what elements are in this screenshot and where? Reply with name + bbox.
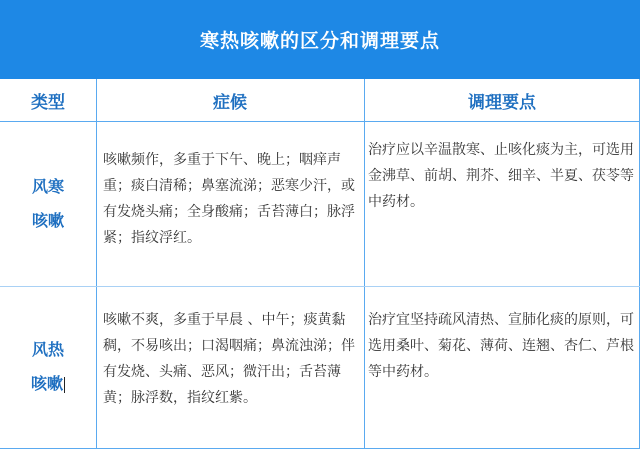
- symptoms-cell: 咳嗽频作，多重于下午、晚上；咽痒声重；痰白清稀；鼻塞流涕；恶寒少汗，或有发烧头痛；全身酸痛；舌苔薄白；脉浮紧；指纹浮红。: [103, 152, 355, 246]
- title-bar: [0, 0, 640, 79]
- row-divider: [0, 286, 640, 287]
- type-label-line2: 咳嗽: [30, 374, 63, 393]
- header-key-points: 调理要点: [468, 92, 536, 113]
- header-type: 类型: [31, 92, 65, 113]
- type-label-line1: 风热: [31, 340, 64, 359]
- row-type-wind-cold: [0, 121, 96, 286]
- column-divider: [96, 79, 97, 449]
- key-points-cell: 治疗宜坚持疏风清热、宣肺化痰的原则，可选用桑叶、菊花、薄荷、连翘、杏仁、芦根等中药材。: [368, 312, 634, 380]
- comparison-table: [0, 79, 640, 449]
- symptoms-cell: 咳嗽不爽，多重于早晨 、中午；痰黄黏稠，不易咳出；口渴咽痛；鼻流浊涕；伴有发烧、头痛、恶风；微汗出；舌苔薄黄；脉浮数，指纹红紫。: [103, 312, 355, 406]
- column-divider: [364, 79, 365, 449]
- row-type-wind-heat: [0, 286, 96, 448]
- type-label-line2-with-caret: [31, 367, 65, 401]
- header-divider: [0, 121, 640, 122]
- document-title: 寒热咳嗽的区分和调理要点: [199, 30, 440, 52]
- header-symptoms: 症候: [213, 92, 247, 113]
- type-label-line1: 风寒: [31, 176, 64, 196]
- key-points-cell: 治疗应以辛温散寒、止咳化痰为主，可选用金沸草、前胡、荆芥、细辛、半夏、茯苓等中药材。: [368, 142, 634, 210]
- text-cursor: [64, 377, 65, 393]
- type-label-line2: 咳嗽: [31, 210, 64, 230]
